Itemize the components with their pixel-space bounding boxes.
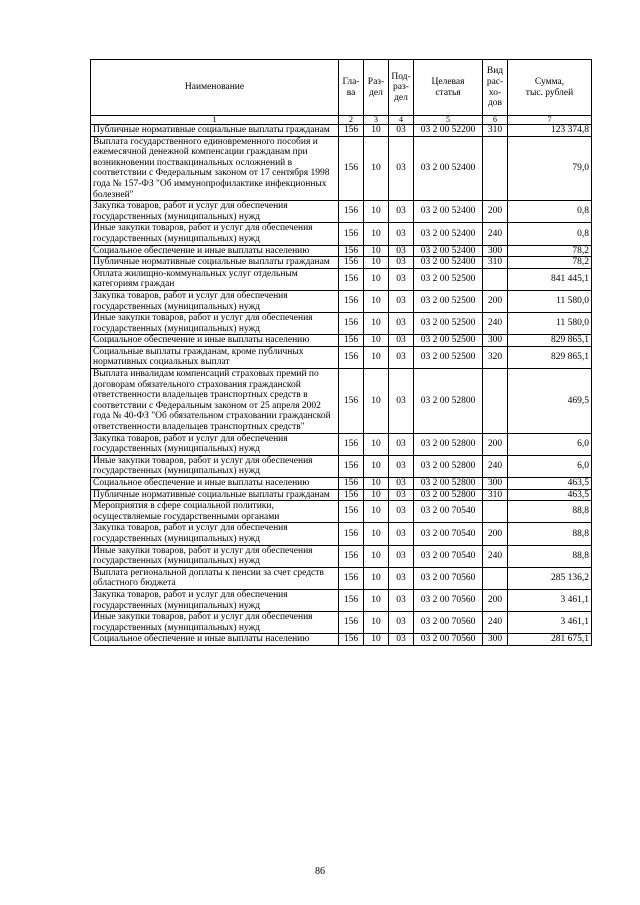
row-celevaya-statya: 03 2 00 52500 [414, 268, 483, 290]
table-row [91, 335, 592, 347]
row-name: Оплата жилищно-коммунальных услуг отдельным категориям граждан [91, 268, 339, 290]
row-podrazdel: 03 [389, 346, 414, 368]
row-podrazdel: 03 [389, 136, 414, 201]
row-summa: 3 461,1 [508, 612, 592, 634]
row-razdel: 10 [364, 201, 389, 223]
row-podrazdel: 03 [389, 433, 414, 455]
row-celevaya-statya: 03 2 00 52800 [414, 478, 483, 490]
table-row [91, 634, 592, 646]
header-vid-rashodov: Вид рас- хо- дов [483, 60, 508, 116]
row-celevaya-statya: 03 2 00 70560 [414, 567, 483, 589]
row-name: Социальное обеспечение и иные выплаты населению [91, 634, 339, 646]
row-vid-rashodov: 200 [483, 433, 508, 455]
row-podrazdel: 03 [389, 455, 414, 477]
row-vid-rashodov: 310 [483, 257, 508, 269]
header-celevaya-statya: Целевая статья [414, 60, 483, 116]
row-vid-rashodov: 300 [483, 335, 508, 347]
row-celevaya-statya: 03 2 00 52400 [414, 257, 483, 269]
row-podrazdel: 03 [389, 313, 414, 335]
row-razdel: 10 [364, 478, 389, 490]
row-celevaya-statya: 03 2 00 52800 [414, 433, 483, 455]
table-row [91, 245, 592, 257]
table-row [91, 612, 592, 634]
column-index: 7 [508, 116, 592, 125]
page-number: 86 [315, 866, 325, 877]
row-podrazdel: 03 [389, 245, 414, 257]
row-razdel: 10 [364, 223, 389, 245]
row-summa: 11 580,0 [508, 290, 592, 312]
row-celevaya-statya: 03 2 00 52400 [414, 245, 483, 257]
column-index: 1 [91, 116, 339, 125]
row-glava: 156 [339, 433, 364, 455]
row-summa: 469,5 [508, 369, 592, 434]
row-summa: 463,5 [508, 489, 592, 501]
table-row [91, 478, 592, 490]
row-name: Публичные нормативные социальные выплаты гражданам [91, 489, 339, 501]
row-glava: 156 [339, 313, 364, 335]
table-row [91, 545, 592, 567]
row-glava: 156 [339, 567, 364, 589]
row-razdel: 10 [364, 455, 389, 477]
table-row [91, 346, 592, 368]
header-glava: Гла- ва [339, 60, 364, 116]
row-razdel: 10 [364, 634, 389, 646]
row-summa: 79,0 [508, 136, 592, 201]
table-row [91, 369, 592, 434]
row-podrazdel: 03 [389, 489, 414, 501]
row-razdel: 10 [364, 589, 389, 611]
row-vid-rashodov: 200 [483, 523, 508, 545]
row-vid-rashodov [483, 369, 508, 434]
row-glava: 156 [339, 523, 364, 545]
row-vid-rashodov: 200 [483, 201, 508, 223]
table-row [91, 489, 592, 501]
table-row [91, 268, 592, 290]
row-summa: 829 865,1 [508, 346, 592, 368]
row-summa: 0,8 [508, 223, 592, 245]
table-row [91, 290, 592, 312]
row-podrazdel: 03 [389, 567, 414, 589]
row-summa: 11 580,0 [508, 313, 592, 335]
row-razdel: 10 [364, 346, 389, 368]
row-podrazdel: 03 [389, 257, 414, 269]
row-name: Иные закупки товаров, работ и услуг для обеспечения государственных (муниципальных) нужд [91, 313, 339, 335]
row-glava: 156 [339, 478, 364, 490]
row-glava: 156 [339, 290, 364, 312]
row-razdel: 10 [364, 489, 389, 501]
row-celevaya-statya: 03 2 00 70540 [414, 545, 483, 567]
row-podrazdel: 03 [389, 335, 414, 347]
row-vid-rashodov: 310 [483, 125, 508, 137]
row-celevaya-statya: 03 2 00 52400 [414, 136, 483, 201]
row-vid-rashodov: 200 [483, 290, 508, 312]
column-index: 5 [414, 116, 483, 125]
row-name: Иные закупки товаров, работ и услуг для обеспечения государственных (муниципальных) нужд [91, 612, 339, 634]
row-glava: 156 [339, 346, 364, 368]
row-celevaya-statya: 03 2 00 52800 [414, 455, 483, 477]
row-vid-rashodov: 240 [483, 313, 508, 335]
row-summa: 88,8 [508, 501, 592, 523]
row-name: Социальное обеспечение и иные выплаты населению [91, 478, 339, 490]
header-podrazdel: Под- раз- дел [389, 60, 414, 116]
row-summa: 0,8 [508, 201, 592, 223]
table-row [91, 313, 592, 335]
row-name: Выплата региональной доплаты к пенсии за счет средств областного бюджета [91, 567, 339, 589]
column-index: 4 [389, 116, 414, 125]
row-razdel: 10 [364, 433, 389, 455]
header-razdel: Раз- дел [364, 60, 389, 116]
row-celevaya-statya: 03 2 00 52500 [414, 346, 483, 368]
row-summa: 281 675,1 [508, 634, 592, 646]
row-razdel: 10 [364, 501, 389, 523]
row-celevaya-statya: 03 2 00 52500 [414, 290, 483, 312]
row-glava: 156 [339, 136, 364, 201]
table-row [91, 201, 592, 223]
table-row [91, 136, 592, 201]
table-row [91, 125, 592, 137]
row-name: Социальное обеспечение и иные выплаты населению [91, 335, 339, 347]
row-name: Иные закупки товаров, работ и услуг для обеспечения государственных (муниципальных) нужд [91, 455, 339, 477]
column-index-row [91, 116, 592, 125]
row-summa: 78,2 [508, 257, 592, 269]
row-summa: 123 374,8 [508, 125, 592, 137]
table-row [91, 567, 592, 589]
row-name: Социальные выплаты гражданам, кроме публичных нормативных социальных выплат [91, 346, 339, 368]
row-podrazdel: 03 [389, 369, 414, 434]
row-podrazdel: 03 [389, 290, 414, 312]
row-glava: 156 [339, 268, 364, 290]
row-podrazdel: 03 [389, 268, 414, 290]
row-vid-rashodov [483, 501, 508, 523]
table-header-row [91, 60, 592, 116]
row-razdel: 10 [364, 125, 389, 137]
row-name: Социальное обеспечение и иные выплаты населению [91, 245, 339, 257]
row-vid-rashodov: 240 [483, 455, 508, 477]
row-razdel: 10 [364, 545, 389, 567]
row-name: Выплата государственного единовременного пособия и ежемесячной денежной компенсации гражданам при возникновении поствакцинальных осложнений в соответствии с Федеральным законом от 17 сентября 1998 года № 157-ФЗ "Об иммунопрофилактике инфекционных болезней" [91, 136, 339, 201]
row-vid-rashodov: 300 [483, 245, 508, 257]
row-celevaya-statya: 03 2 00 70560 [414, 634, 483, 646]
row-podrazdel: 03 [389, 201, 414, 223]
table-row [91, 257, 592, 269]
row-razdel: 10 [364, 612, 389, 634]
row-vid-rashodov: 310 [483, 489, 508, 501]
row-vid-rashodov: 320 [483, 346, 508, 368]
row-razdel: 10 [364, 567, 389, 589]
column-index: 6 [483, 116, 508, 125]
row-glava: 156 [339, 545, 364, 567]
table-row [91, 455, 592, 477]
row-glava: 156 [339, 634, 364, 646]
row-razdel: 10 [364, 136, 389, 201]
header-summa: Сумма, тыс. рублей [508, 60, 592, 116]
row-celevaya-statya: 03 2 00 70560 [414, 589, 483, 611]
row-summa: 6,0 [508, 455, 592, 477]
row-glava: 156 [339, 489, 364, 501]
row-podrazdel: 03 [389, 523, 414, 545]
row-name: Публичные нормативные социальные выплаты гражданам [91, 125, 339, 137]
row-name: Мероприятия в сфере социальной политики, осуществляемые государственными органами [91, 501, 339, 523]
row-vid-rashodov [483, 136, 508, 201]
row-podrazdel: 03 [389, 545, 414, 567]
row-podrazdel: 03 [389, 589, 414, 611]
table-row [91, 589, 592, 611]
column-index: 3 [364, 116, 389, 125]
row-glava: 156 [339, 501, 364, 523]
row-glava: 156 [339, 369, 364, 434]
row-vid-rashodov [483, 567, 508, 589]
row-razdel: 10 [364, 257, 389, 269]
budget-table [90, 59, 592, 646]
row-podrazdel: 03 [389, 223, 414, 245]
row-glava: 156 [339, 612, 364, 634]
row-razdel: 10 [364, 313, 389, 335]
row-name: Закупка товаров, работ и услуг для обеспечения государственных (муниципальных) нужд [91, 201, 339, 223]
row-name: Иные закупки товаров, работ и услуг для обеспечения государственных (муниципальных) нужд [91, 223, 339, 245]
row-name: Закупка товаров, работ и услуг для обеспечения государственных (муниципальных) нужд [91, 433, 339, 455]
row-glava: 156 [339, 245, 364, 257]
table-row [91, 501, 592, 523]
row-summa: 88,8 [508, 545, 592, 567]
row-summa: 829 865,1 [508, 335, 592, 347]
row-celevaya-statya: 03 2 00 52500 [414, 313, 483, 335]
row-razdel: 10 [364, 290, 389, 312]
table-row [91, 523, 592, 545]
row-summa: 463,5 [508, 478, 592, 490]
row-glava: 156 [339, 223, 364, 245]
row-name: Выплата инвалидам компенсаций страховых премий по договорам обязательного страхования гражданской ответственности владельцев транспортных средств в соответствии с Федеральным законом от 25 апреля 2002 года № 40-ФЗ "Об обязательном страховании гражданской ответственности владельцев транспортных средств" [91, 369, 339, 434]
row-summa: 285 136,2 [508, 567, 592, 589]
row-razdel: 10 [364, 268, 389, 290]
row-vid-rashodov: 240 [483, 545, 508, 567]
row-podrazdel: 03 [389, 501, 414, 523]
row-razdel: 10 [364, 335, 389, 347]
row-summa: 78,2 [508, 245, 592, 257]
row-name: Иные закупки товаров, работ и услуг для обеспечения государственных (муниципальных) нужд [91, 545, 339, 567]
row-podrazdel: 03 [389, 125, 414, 137]
row-glava: 156 [339, 125, 364, 137]
table-row [91, 223, 592, 245]
row-glava: 156 [339, 257, 364, 269]
row-celevaya-statya: 03 2 00 52200 [414, 125, 483, 137]
row-summa: 88,8 [508, 523, 592, 545]
row-name: Закупка товаров, работ и услуг для обеспечения государственных (муниципальных) нужд [91, 589, 339, 611]
row-celevaya-statya: 03 2 00 52800 [414, 489, 483, 501]
row-podrazdel: 03 [389, 478, 414, 490]
row-glava: 156 [339, 589, 364, 611]
table-body [91, 125, 592, 646]
row-name: Закупка товаров, работ и услуг для обеспечения государственных (муниципальных) нужд [91, 523, 339, 545]
row-summa: 6,0 [508, 433, 592, 455]
row-razdel: 10 [364, 523, 389, 545]
row-glava: 156 [339, 201, 364, 223]
row-celevaya-statya: 03 2 00 70540 [414, 523, 483, 545]
row-vid-rashodov: 300 [483, 478, 508, 490]
row-name: Закупка товаров, работ и услуг для обеспечения государственных (муниципальных) нужд [91, 290, 339, 312]
row-razdel: 10 [364, 369, 389, 434]
row-vid-rashodov: 200 [483, 589, 508, 611]
table-row [91, 433, 592, 455]
row-celevaya-statya: 03 2 00 52500 [414, 335, 483, 347]
row-summa: 841 445,1 [508, 268, 592, 290]
row-celevaya-statya: 03 2 00 70560 [414, 612, 483, 634]
row-vid-rashodov: 240 [483, 223, 508, 245]
header-name: Наименование [91, 60, 339, 116]
column-index: 2 [339, 116, 364, 125]
row-razdel: 10 [364, 245, 389, 257]
row-celevaya-statya: 03 2 00 70540 [414, 501, 483, 523]
row-vid-rashodov: 300 [483, 634, 508, 646]
row-celevaya-statya: 03 2 00 52800 [414, 369, 483, 434]
row-celevaya-statya: 03 2 00 52400 [414, 223, 483, 245]
row-podrazdel: 03 [389, 634, 414, 646]
row-summa: 3 461,1 [508, 589, 592, 611]
row-celevaya-statya: 03 2 00 52400 [414, 201, 483, 223]
row-podrazdel: 03 [389, 612, 414, 634]
row-vid-rashodov [483, 268, 508, 290]
row-vid-rashodov: 240 [483, 612, 508, 634]
row-name: Публичные нормативные социальные выплаты гражданам [91, 257, 339, 269]
row-glava: 156 [339, 335, 364, 347]
row-glava: 156 [339, 455, 364, 477]
